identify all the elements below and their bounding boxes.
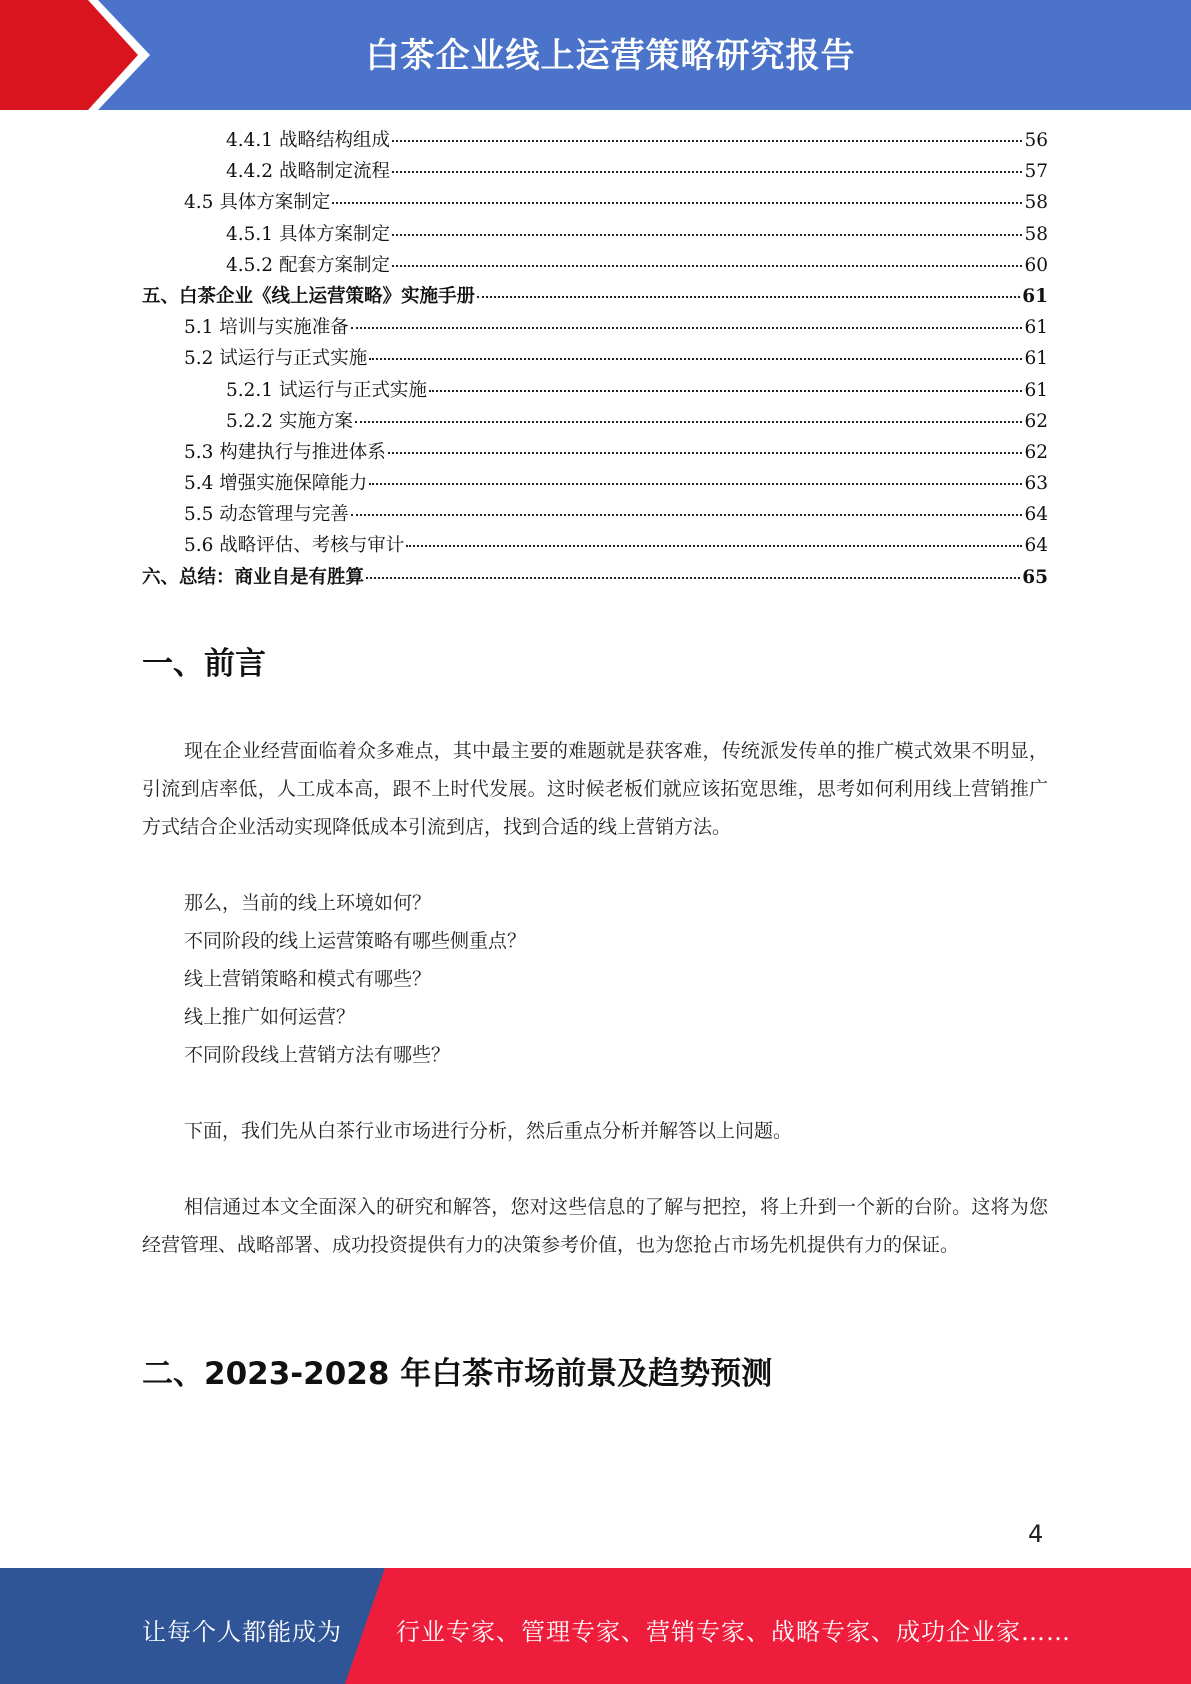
- toc-entry-page: 63: [1024, 473, 1048, 495]
- page-number: 4: [1028, 1520, 1044, 1548]
- toc-entry-page: 61: [1024, 379, 1048, 401]
- toc-entry[interactable]: [142, 344, 1048, 375]
- toc-dot-leader: [332, 202, 1022, 204]
- toc-entry[interactable]: [142, 563, 1048, 594]
- toc-entry-title: 5.1 培训与实施准备: [184, 317, 349, 339]
- toc-entry[interactable]: [142, 282, 1048, 313]
- toc-entry[interactable]: [142, 531, 1048, 562]
- toc-entry-page: 58: [1024, 223, 1048, 245]
- toc-entry-page: 61: [1024, 348, 1048, 370]
- section-heading-preface: 一、前言: [142, 646, 266, 682]
- question-item: 那么，当前的线上环境如何？: [184, 892, 432, 914]
- table-of-contents: [142, 126, 1048, 594]
- toc-dot-leader: [477, 296, 1020, 298]
- toc-entry-title: 5.4 增强实施保障能力: [184, 473, 368, 495]
- question-item: 不同阶段线上营销方法有哪些？: [184, 1044, 451, 1066]
- toc-dot-leader: [355, 421, 1023, 423]
- toc-dot-leader: [366, 577, 1020, 579]
- toc-dot-leader: [392, 265, 1022, 267]
- question-item: 不同阶段的线上运营策略有哪些侧重点？: [184, 930, 527, 952]
- toc-entry-page: 61: [1022, 285, 1048, 307]
- toc-entry-page: 64: [1024, 535, 1048, 557]
- toc-dot-leader: [388, 452, 1023, 454]
- toc-entry-page: 60: [1024, 254, 1048, 276]
- toc-dot-leader: [392, 171, 1022, 173]
- toc-entry[interactable]: [142, 438, 1048, 469]
- toc-dot-leader: [429, 390, 1022, 392]
- toc-dot-leader: [406, 545, 1022, 547]
- toc-entry[interactable]: [142, 469, 1048, 500]
- toc-entry[interactable]: [142, 500, 1048, 531]
- toc-entry-page: 57: [1024, 161, 1048, 183]
- toc-dot-leader: [392, 234, 1022, 236]
- toc-entry[interactable]: [142, 407, 1048, 438]
- question-item: 线上推广如何运营？: [184, 1006, 356, 1028]
- toc-entry-title: 5.2 试运行与正式实施: [184, 348, 368, 370]
- toc-entry-page: 65: [1022, 566, 1048, 588]
- preface-paragraph-2: 下面，我们先从白茶行业市场进行分析，然后重点分析并解答以上问题。: [184, 1120, 793, 1142]
- toc-entry-title: 5.2.1 试运行与正式实施: [226, 379, 427, 401]
- toc-entry[interactable]: [142, 313, 1048, 344]
- toc-entry[interactable]: [142, 220, 1048, 251]
- toc-entry-title: 4.5.2 配套方案制定: [226, 254, 390, 276]
- toc-entry[interactable]: [142, 376, 1048, 407]
- question-list: [184, 884, 1044, 1074]
- toc-entry[interactable]: [142, 251, 1048, 282]
- toc-dot-leader: [369, 358, 1022, 360]
- toc-dot-leader: [392, 140, 1022, 142]
- page-header: [0, 0, 1191, 110]
- toc-entry-title: 4.4.1 战略结构组成: [226, 130, 390, 151]
- toc-entry[interactable]: [142, 188, 1048, 219]
- toc-entry[interactable]: [142, 157, 1048, 188]
- toc-entry-title: 六、总结：商业自是有胜算: [142, 566, 365, 588]
- toc-entry-page: 62: [1024, 441, 1048, 463]
- toc-entry-title: 5.5 动态管理与完善: [184, 504, 349, 526]
- toc-entry-page: 62: [1024, 410, 1048, 432]
- toc-entry-page: 64: [1024, 504, 1048, 526]
- section-heading-market-forecast: 二、2023-2028 年白茶市场前景及趋势预测: [142, 1356, 773, 1392]
- toc-entry-title: 5.6 战略评估、考核与审计: [184, 535, 405, 557]
- preface-paragraph-3: 相信通过本文全面深入的研究和解答，您对这些信息的了解与把控，将上升到一个新的台阶。这将为您经营管理、战略部署、成功投资提供有力的决策参考价值，也为您抢占市场先机提供有力的保证。: [142, 1196, 1048, 1256]
- toc-entry-title: 4.5 具体方案制定: [184, 192, 331, 214]
- question-item: 线上营销策略和模式有哪些？: [184, 968, 432, 990]
- toc-dot-leader: [351, 514, 1023, 516]
- toc-dot-leader: [369, 483, 1022, 485]
- footer-slogan-right: 行业专家、管理专家、营销专家、战略专家、成功企业家……: [396, 1618, 1071, 1646]
- toc-entry-title: 五、白茶企业《线上运营策略》实施手册: [142, 285, 476, 307]
- toc-entry-title: 4.5.1 具体方案制定: [226, 223, 390, 245]
- report-title: 白茶企业线上运营策略研究报告: [365, 36, 856, 76]
- toc-entry-title: 5.3 构建执行与推进体系: [184, 441, 386, 463]
- preface-paragraph-1: 现在企业经营面临着众多难点，其中最主要的难题就是获客难，传统派发传单的推广模式效果不明显，引流到店率低，人工成本高，跟不上时代发展。这时候老板们就应该拓宽思维，思考如何利用线上营销推广方式结合企业活动实现降低成本引流到店，找到合适的线上营销方法。: [142, 740, 1048, 838]
- toc-entry-title: 4.4.2 战略制定流程: [226, 161, 390, 183]
- toc-entry-page: 61: [1024, 317, 1048, 339]
- footer-slogan-left: 让每个人都能成为: [142, 1618, 342, 1646]
- toc-dot-leader: [351, 327, 1023, 329]
- page-footer: [0, 1568, 1191, 1684]
- toc-entry-page: 56: [1024, 130, 1048, 151]
- toc-entry[interactable]: [142, 126, 1048, 157]
- toc-entry-title: 5.2.2 实施方案: [226, 410, 353, 432]
- toc-entry-page: 58: [1024, 192, 1048, 214]
